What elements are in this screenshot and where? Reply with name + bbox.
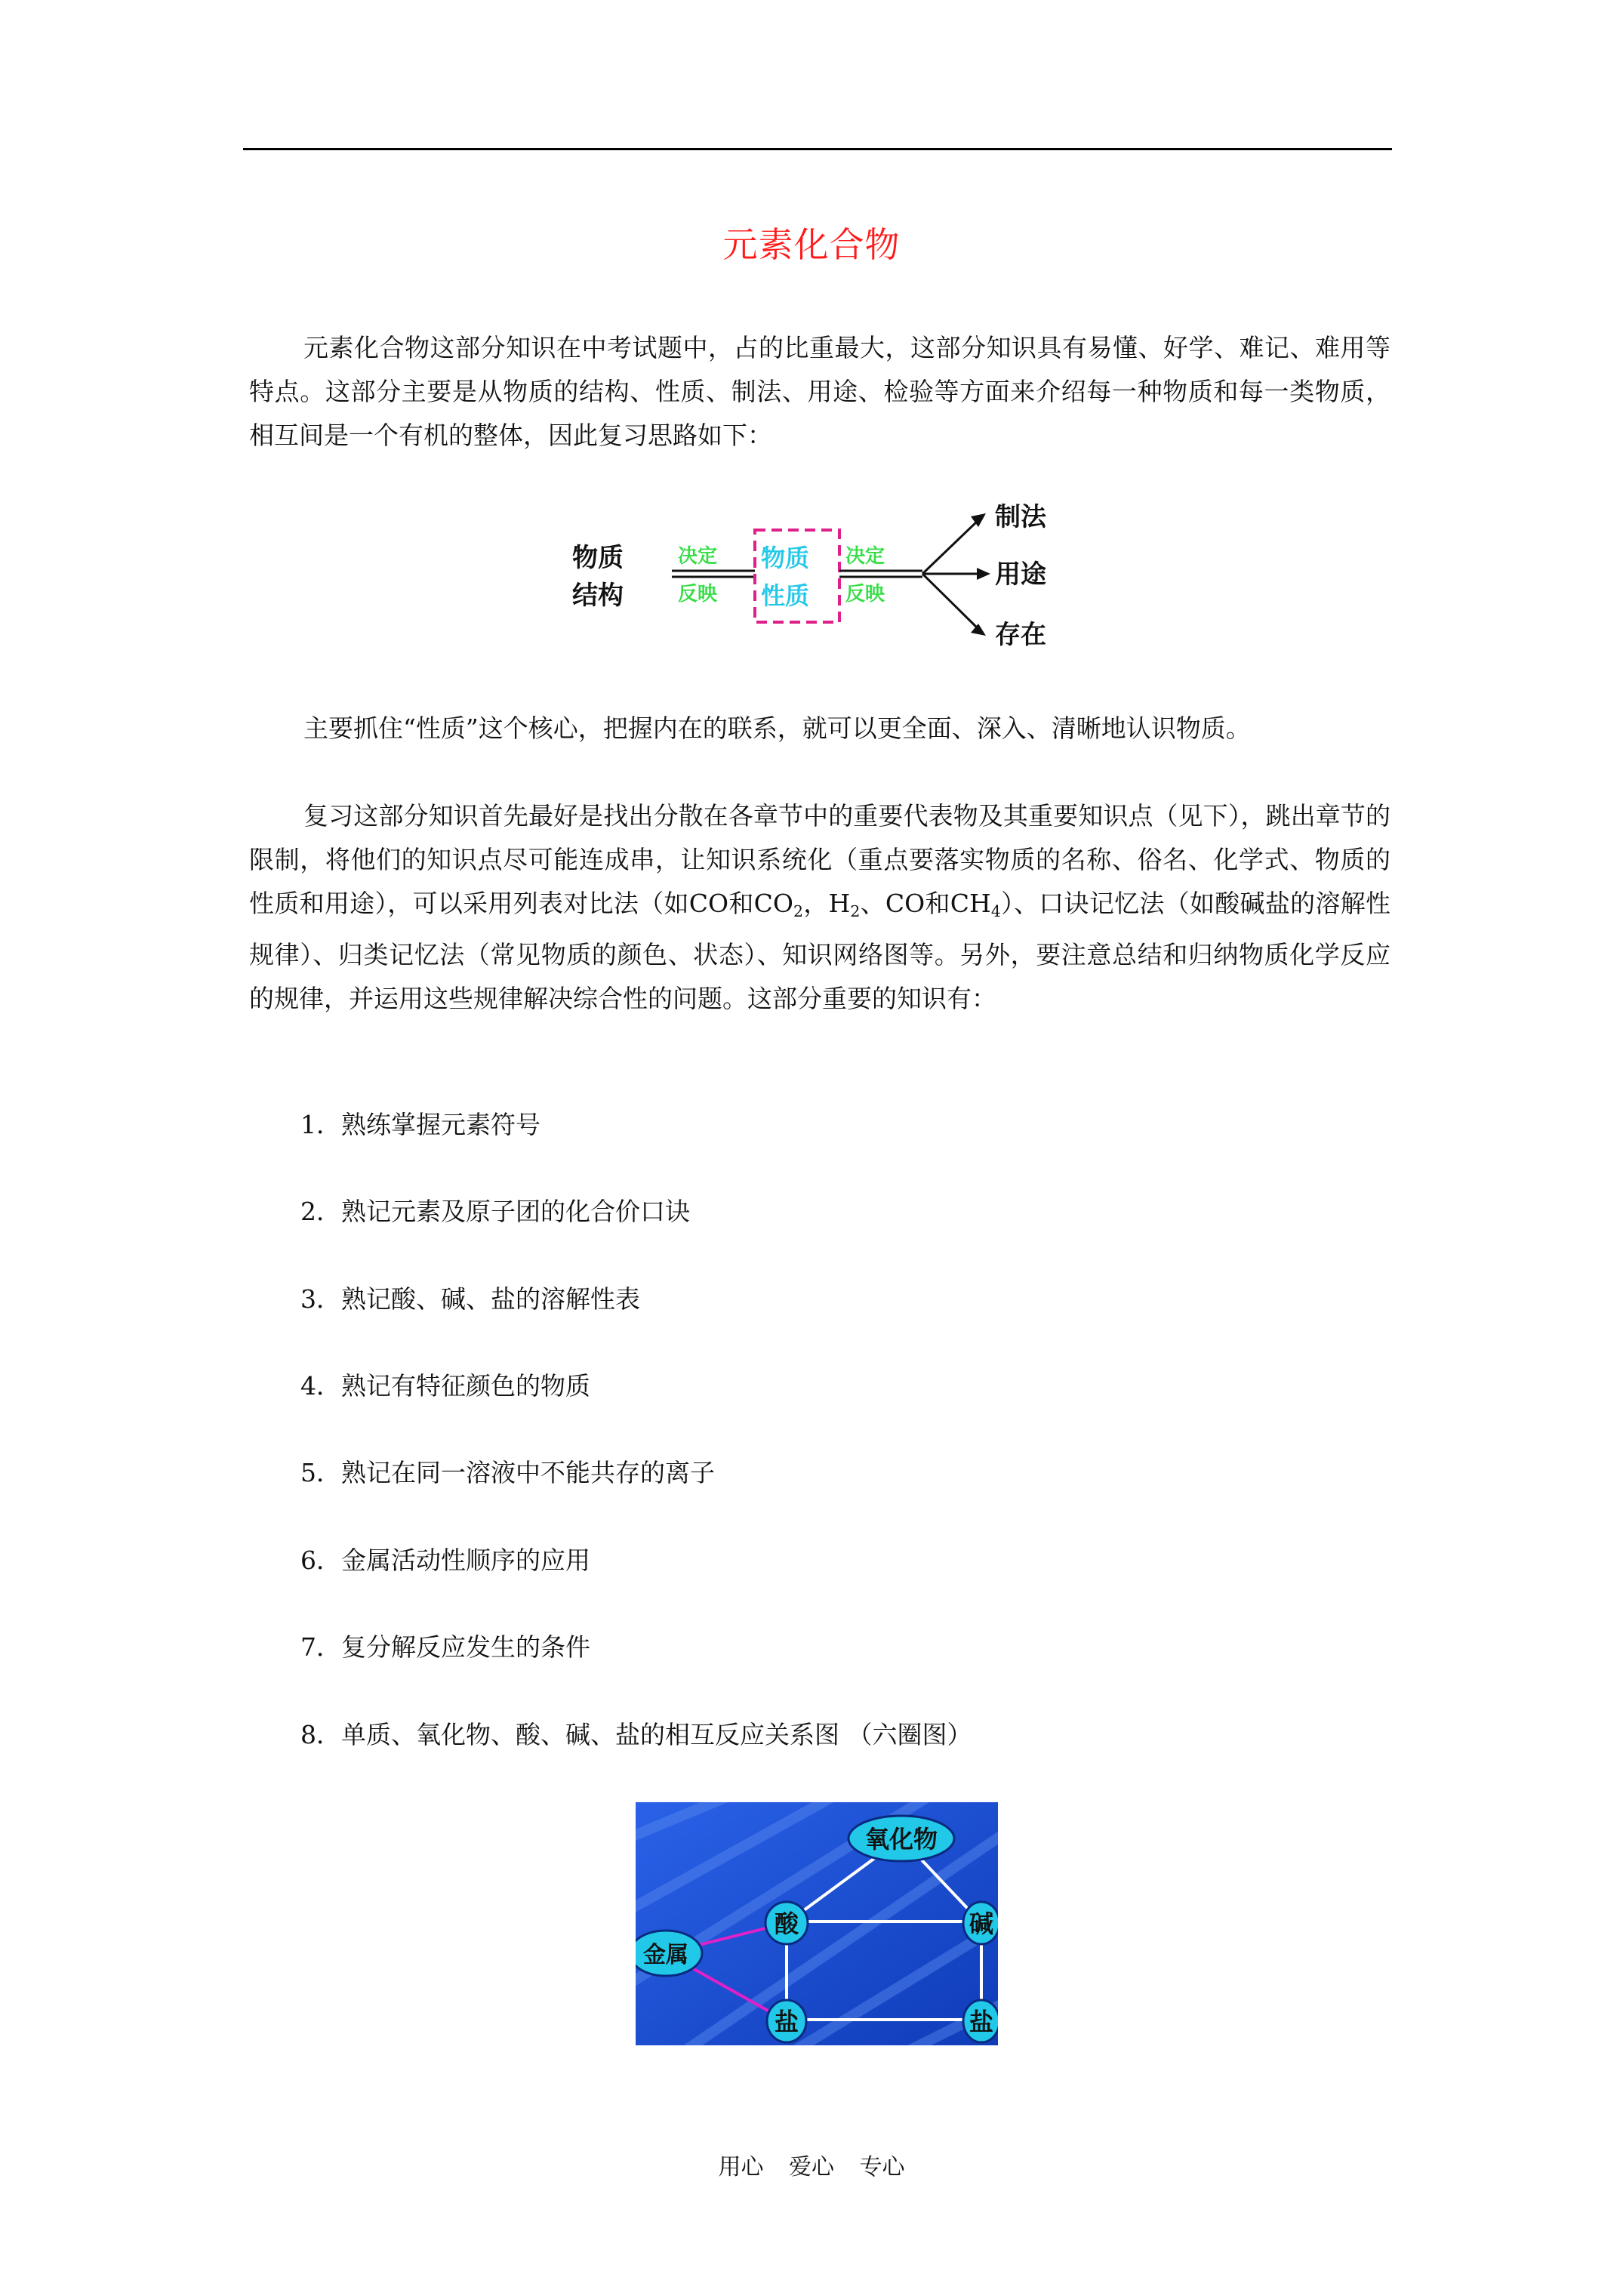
list-item: 8．单质、氧化物、酸、碱、盐的相互反应关系图 （六圈图）	[300, 1720, 972, 1749]
flow-arrow-top-label-2: 决定	[845, 545, 885, 568]
flow-left-top: 物质	[572, 543, 624, 573]
page-title: 元素化合物	[722, 224, 901, 265]
flow-left-bottom: 结构	[572, 581, 624, 611]
page-footer: 用心 爱心 专心	[718, 2154, 905, 2180]
flow-output-2: 用途	[995, 559, 1046, 590]
node-oxide-label: 氧化物	[864, 1825, 938, 1854]
list-item: 6．金属活动性顺序的应用	[300, 1546, 590, 1575]
flow-output-1: 制法	[995, 502, 1046, 532]
list-item: 5．熟记在同一溶液中不能共存的离子	[300, 1458, 715, 1487]
intro-paragraph: 元素化合物这部分知识在中考试题中，占的比重最大，这部分知识具有易懂、好学、难记、难用等特点。这部分主要是从物质的结构、性质、制法、用途、检验等方面来介绍每一种物质和每一类物质，相互间是一个有机的整体，因此复习思路如下：	[249, 333, 1390, 450]
core-paragraph: 主要抓住“性质”这个核心，把握内在的联系，就可以更全面、深入、清晰地认识物质。	[303, 713, 1251, 743]
list-item: 2．熟记元素及原子团的化合价口诀	[300, 1197, 690, 1226]
flow-arrow-bottom-label-1: 反映	[678, 583, 718, 606]
six-circle-relation-graph	[636, 1802, 998, 2045]
node-salt-right-label: 盐	[969, 2008, 994, 2036]
flow-center-top: 物质	[761, 544, 810, 572]
review-flow-diagram	[566, 491, 1079, 664]
flow-output-3: 存在	[995, 620, 1046, 650]
list-item: 7．复分解反应发生的条件	[300, 1632, 590, 1662]
flow-arrow-top-label-1: 决定	[678, 545, 718, 568]
node-base-label: 碱	[969, 1909, 994, 1938]
node-metal-label: 金属	[643, 1942, 688, 1968]
header-rule	[243, 148, 1392, 150]
list-item: 1．熟练掌握元素符号	[300, 1110, 540, 1139]
review-paragraph: 复习这部分知识首先最好是找出分散在各章节中的重要代表物及其重要知识点（见下），跳出章节的限制，将他们的知识点尽可能连成串，让知识系统化（重点要落实物质的名称、俗名、化学式、物质的性质和用途），可以采用列表对比法（如CO和$CO_2$，$H_2$、CO和$CH_4$）、口诀记忆法（如酸碱盐的溶解性规律）、归类记忆法（常见物质的颜色、状态）、知识网络图等。另外，要注意总结和归纳物质化学反应的规律，并运用这些规律解决综合性的问题。这部分重要的知识有：	[249, 801, 1391, 1014]
list-item: 4．熟记有特征颜色的物质	[300, 1371, 590, 1401]
flow-arrow-bottom-label-2: 反映	[845, 583, 885, 606]
node-salt-left-label: 盐	[774, 2008, 799, 2036]
flow-center-bottom: 性质	[761, 581, 810, 610]
list-item: 3．熟记酸、碱、盐的溶解性表	[300, 1284, 640, 1314]
node-acid-label: 酸	[774, 1909, 799, 1938]
